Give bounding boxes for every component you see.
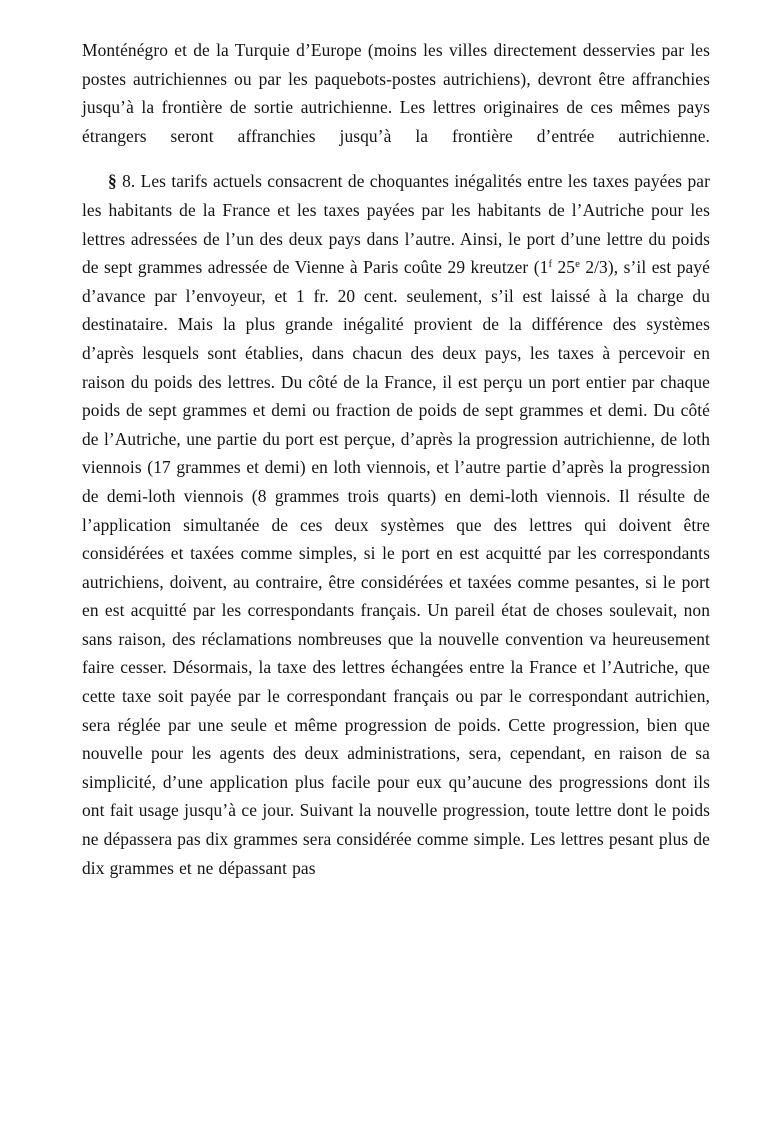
section-mark: §: [108, 171, 117, 192]
paragraph-continuation: Monténégro et de la Turquie d’Europe (moins les villes directement desservies par les postes autrichiennes ou par les paquebots-postes autrichiens), devront être affranchies jusqu’à la frontière de sortie autrichienne. Les lettres originaires de ces mêmes pays étrangers seront affranchies jusqu’à la frontière d’entrée autrichienne.: [82, 40, 710, 146]
section-body-part-3: 2/3), s’il est payé d’avance par l’envoyeur, et 1 fr. 20 cent. seulement, s’il est laissé à la charge du destinataire. Mais la plus grande inégalité provient de la différence des systèmes d’après lesquels sont établies, dans chacun des deux pays, les taxes à percevoir en raison du poids des lettres. Du côté de la France, il est perçu un port entier par chaque poids de sept grammes et demi ou fraction de poids de sept grammes et demi. Du côté de l’Autriche, une partie du port est perçue, d’après la progression autrichienne, de loth viennois (17 grammes et demi) en loth viennois, et l’autre partie d’après la progression de demi-loth viennois (8 grammes trois quarts) en demi-loth viennois. Il résulte de l’application simultanée de ces deux systèmes que des lettres qui doivent être considérées et taxées comme simples, si le port en est acquitté par les correspondants autrichiens, doivent, au contraire, être considérées et taxées comme pesantes, si le port en est acquitté par les correspondants français. Un pareil état de choses soulevait, non sans raison, des réclamations nombreuses que la nouvelle convention va heureusement faire cesser. Désormais, la taxe des lettres échangées entre la France et l’Autriche, que cette taxe soit payée par le correspondant français ou par le correspondant autrichien, sera réglée par une seule et même progression de poids. Cette progression, bien que nouvelle pour les agents des deux administrations, sera, cependant, en raison de sa simplicité, d’une application plus facile pour eux qu’aucune des progressions dont ils ont fait usage jusqu’à ce jour. Suivant la nouvelle progression, toute lettre dont le poids ne dépassera pas dix grammes sera considérée comme simple. Les lettres pesant plus de dix grammes et ne dépassant pas: [82, 257, 710, 878]
text-column: [82, 36, 710, 882]
franc-unit-superscript: f: [548, 258, 553, 271]
section-body-part-2: 25: [552, 257, 576, 278]
paragraph-section-8: [82, 167, 710, 882]
section-body-part-1: Les tarifs actuels consacrent de choquantes inégalités entre les taxes payées par les habitants de la France et les taxes payées par les habitants de l’Autriche pour les lettres adressées de l’un des deux pays dans l’autre. Ainsi, le port d’une lettre du poids de sept grammes adressée de Vienne à Paris coûte 29 kreutzer (1: [82, 171, 710, 278]
section-number: 8.: [122, 171, 136, 192]
centime-unit-superscript: e: [575, 258, 580, 271]
